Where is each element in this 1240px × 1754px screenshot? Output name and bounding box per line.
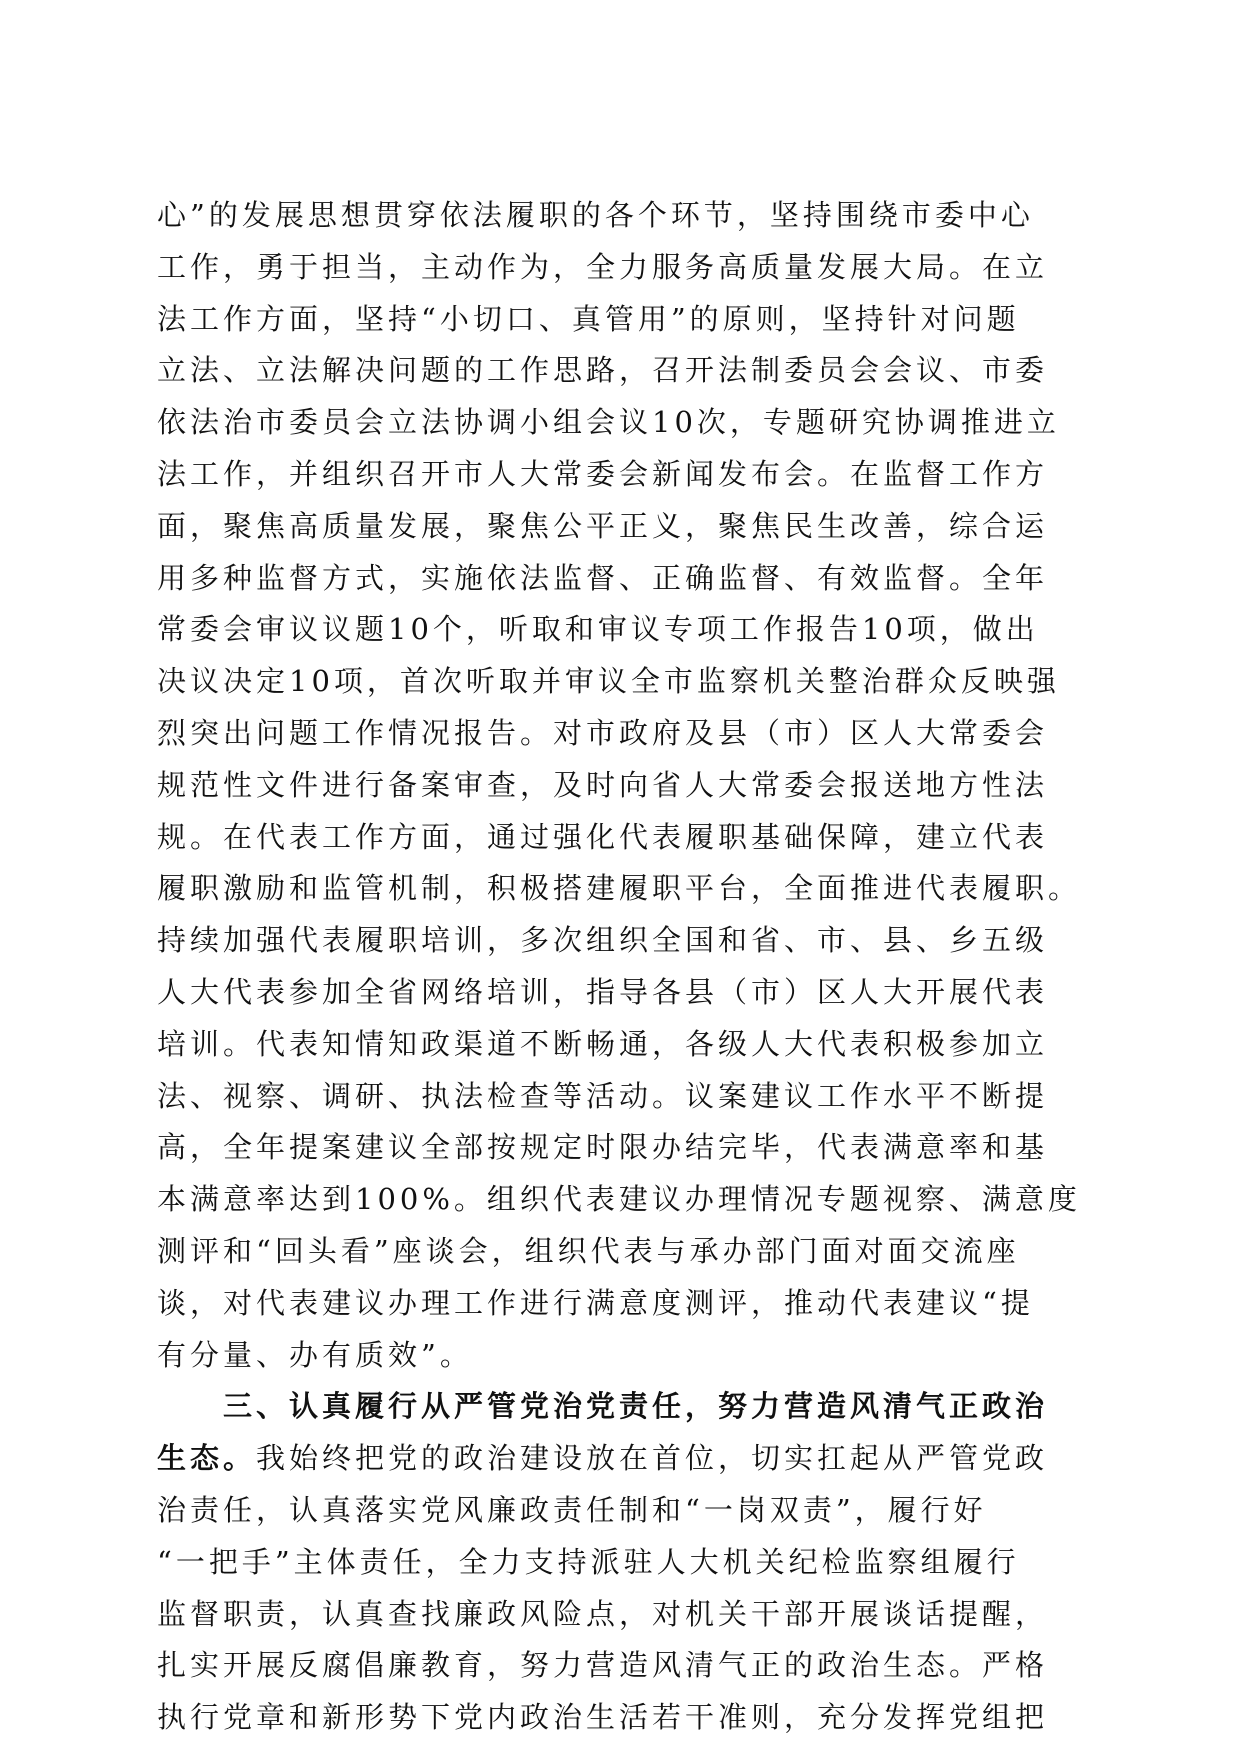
section-text-start: 我始终把党的政治建设放在首位，切实扛起从严管党政 xyxy=(256,1441,1049,1476)
text-line: 监督职责，认真查找廉政风险点，对机关干部开展谈话提醒， xyxy=(157,1596,1049,1631)
text-line: 常委会审议议题10个，听取和审议专项工作报告10项，做出 xyxy=(157,612,1039,647)
text-line: 履职激励和监管机制，积极搭建履职平台，全面推进代表履职。 xyxy=(157,871,1082,906)
text-line: “一把手”主体责任，全力支持派驻人大机关纪检监察组履行 xyxy=(157,1544,1020,1579)
text-line: 决议决定10项，首次听取并审议全市监察机关整治群众反映强 xyxy=(157,664,1060,699)
section-heading: 三、认真履行从严管党治党责任，努力营造风清气正政治 xyxy=(223,1389,1049,1424)
text-line: 规。在代表工作方面，通过强化代表履职基础保障，建立代表 xyxy=(157,819,1049,854)
text-line: 治责任，认真落实党风廉政责任制和“一岗双责”，履行好 xyxy=(157,1492,987,1527)
text-line: 立法、立法解决问题的工作思路，召开法制委员会会议、市委 xyxy=(157,353,1049,388)
text-line: 法、视察、调研、执法检查等活动。议案建议工作水平不断提 xyxy=(157,1078,1049,1113)
text-line: 持续加强代表履职培训，多次组织全国和省、市、县、乡五级 xyxy=(157,923,1049,958)
text-line: 依法治市委员会立法协调小组会议10次，专题研究协调推进立 xyxy=(157,405,1060,440)
section-heading-end: 生态。 xyxy=(157,1441,257,1476)
text-line: 规范性文件进行备案审查，及时向省人大常委会报送地方性法 xyxy=(157,767,1049,802)
text-line: 人大代表参加全省网络培训，指导各县（市）区人大开展代表 xyxy=(157,974,1049,1009)
text-line: 用多种监督方式，实施依法监督、正确监督、有效监督。全年 xyxy=(157,560,1049,595)
text-line: 面，聚焦高质量发展，聚焦公平正义，聚焦民生改善，综合运 xyxy=(157,508,1049,543)
text-line: 法工作方面，坚持“小切口、真管用”的原则，坚持针对问题 xyxy=(157,301,1020,336)
text-line: 工作，勇于担当，主动作为，全力服务高质量发展大局。在立 xyxy=(157,249,1049,284)
text-line: 烈突出问题工作情况报告。对市政府及县（市）区人大常委会 xyxy=(157,715,1049,750)
text-line: 培训。代表知情知政渠道不断畅通，各级人大代表积极参加立 xyxy=(157,1026,1049,1061)
text-line: 心”的发展思想贯穿依法履职的各个环节，坚持围绕市委中心 xyxy=(157,198,1034,232)
text-line: 有分量、办有质效”。 xyxy=(157,1337,473,1372)
text-line: 法工作，并组织召开市人大常委会新闻发布会。在监督工作方 xyxy=(157,456,1049,491)
text-line: 谈，对代表建议办理工作进行满意度测评，推动代表建议“提 xyxy=(157,1285,1034,1320)
text-line: 本满意率达到100%。组织代表建议办理情况专题视察、满意度 xyxy=(157,1182,1081,1217)
body-text xyxy=(157,190,1087,1744)
text-line: 测评和“回头看”座谈会，组织代表与承办部门面对面交流座 xyxy=(157,1233,1020,1268)
text-line: 高，全年提案建议全部按规定时限办结完毕，代表满意率和基 xyxy=(157,1130,1049,1165)
text-line: 执行党章和新形势下党内政治生活若干准则，充分发挥党组把 xyxy=(157,1700,1049,1735)
section-heading-continuation xyxy=(157,1433,1087,1485)
text-line: 扎实开展反腐倡廉教育，努力营造风清气正的政治生态。严格 xyxy=(157,1648,1049,1683)
